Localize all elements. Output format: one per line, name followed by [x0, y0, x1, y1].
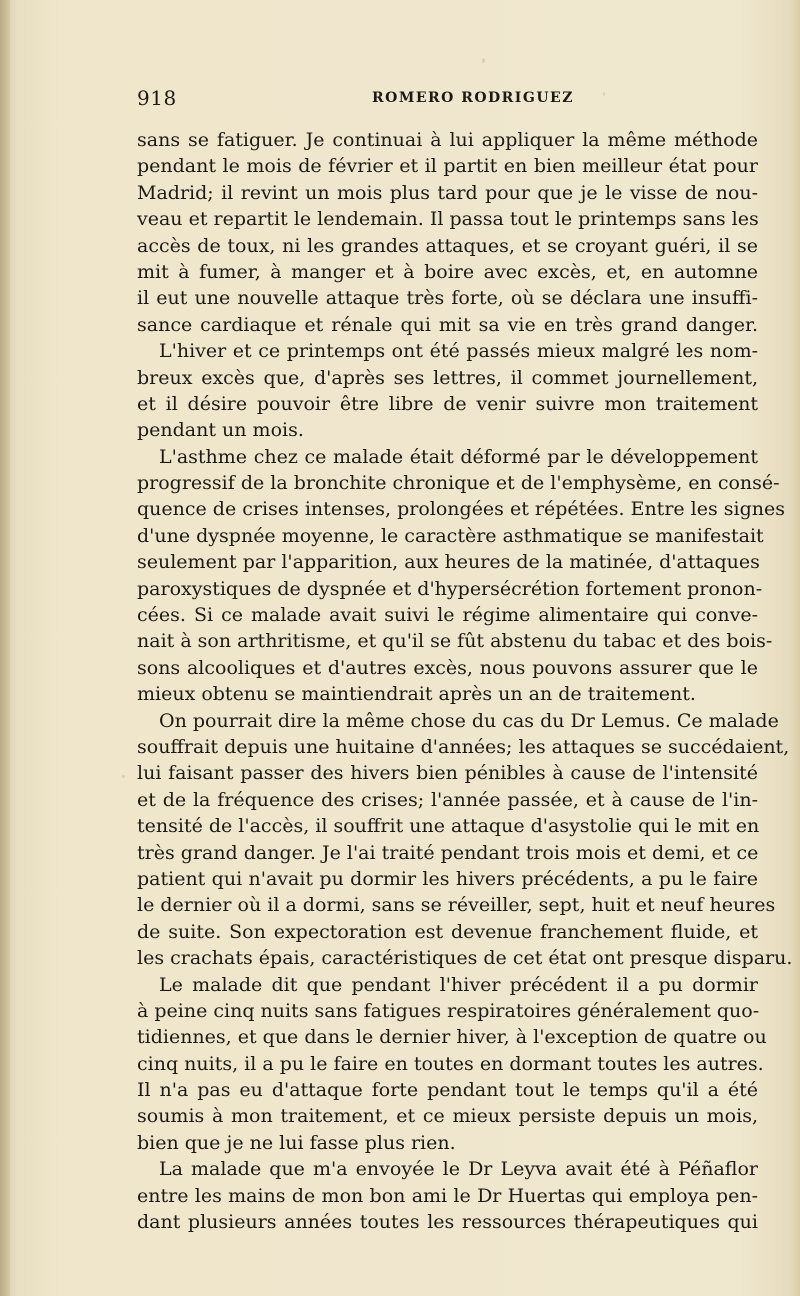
body-text [137, 127, 793, 1235]
text-line: pendant le mois de février et il partit en bien meilleur état pour [137, 155, 758, 178]
text-line: La malade que m'a envoyée le Dr Leyva avait été à Péñaflor [159, 1158, 758, 1181]
text-line: dant plusieurs années toutes les ressources thérapeutiques qui [137, 1211, 758, 1234]
text-line: sons alcooliques et d'autres excès, nous pouvons assurer que le [137, 656, 758, 679]
text-line: accès de toux, ni les grandes attaques, et se croyant guéri, il se [137, 234, 758, 257]
page-gutter [0, 0, 10, 1296]
text-line: seulement par l'apparition, aux heures de la matinée, d'attaques [137, 551, 760, 574]
text-line: L'asthme chez ce malade était déformé par le développement [159, 445, 758, 468]
running-head: ROMERO RODRIGUEZ [372, 90, 574, 106]
text-line: cinq nuits, il a pu le faire en toutes en dormant toutes les autres. [137, 1052, 764, 1075]
text-line: pendant un mois. [137, 419, 304, 442]
text-line: et de la fréquence des crises; l'année passée, et à cause de l'in- [137, 788, 758, 811]
text-line: paroxystiques de dyspnée et d'hypersécrétion fortement pronon- [137, 577, 763, 600]
text-line: sans se fatiguer. Je continuai à lui appliquer la même méthode [137, 129, 758, 151]
text-line: souffrait depuis une huitaine d'années; les attaques se succédaient, [137, 735, 790, 758]
text-line: les crachats épais, caractéristiques de cet état ont presque disparu. [137, 947, 793, 970]
text-line: le dernier où il a dormi, sans se réveiller, sept, huit et neuf heures [137, 894, 776, 917]
page-number: 918 [137, 86, 177, 110]
text-line: bien que je ne lui fasse plus rien. [137, 1131, 456, 1154]
text-line: cées. Si ce malade avait suivi le régime alimentaire qui conve- [137, 604, 758, 627]
text-line: sance cardiaque et rénale qui mit sa vie en très grand danger. [137, 313, 758, 336]
text-line: tidiennes, et que dans le dernier hiver, à l'exception de quatre ou [137, 1026, 767, 1049]
page-header [137, 86, 757, 116]
text-line: soumis à mon traitement, et ce mieux persiste depuis un mois, [137, 1105, 758, 1128]
text-line: quence de crises intenses, prolongées et répétées. Entre les signes [137, 498, 786, 521]
text-line: breux excès que, d'après ses lettres, il commet journellement, [137, 366, 758, 389]
text-line: Le malade dit que pendant l'hiver précédent il a pu dormir [159, 973, 758, 996]
text-line: mit à fumer, à manger et à boire avec excès, et, en automne [137, 260, 758, 283]
text-line: Il n'a pas eu d'attaque forte pendant tout le temps qu'il a été [137, 1079, 758, 1102]
text-line: de suite. Son expectoration est devenue franchement fluide, et [137, 920, 758, 943]
text-line: d'une dyspnée moyenne, le caractère asthmatique se manifestait [137, 524, 764, 547]
text-line: et il désire pouvoir être libre de venir suivre mon traitement [137, 392, 758, 415]
text-line: Madrid; il revint un mois plus tard pour que je le visse de nou- [137, 181, 758, 204]
paper-speck [122, 775, 125, 778]
text-line: très grand danger. Je l'ai traité pendant trois mois et demi, et ce [137, 841, 759, 864]
text-line: progressif de la bronchite chronique et de l'emphysème, en consé- [137, 472, 780, 495]
text-line: entre les mains de mon bon ami le Dr Huertas qui employa pen- [137, 1184, 758, 1207]
text-line: veau et repartit le lendemain. Il passa tout le printemps sans les [137, 208, 759, 231]
text-line: lui faisant passer des hivers bien pénibles à cause de l'intensité [137, 762, 758, 785]
text-line: mieux obtenu se maintiendrait après un an de traitement. [137, 683, 696, 706]
text-line: patient qui n'avait pu dormir les hivers précédents, a pu le faire [137, 867, 758, 890]
text-line: L'hiver et ce printemps ont été passés mieux malgré les nom- [159, 340, 758, 363]
text-line: il eut une nouvelle attaque très forte, où se déclara une insuffi- [137, 287, 758, 310]
text-line: tensité de l'accès, il souffrit une attaque d'asystolie qui le mit en [137, 815, 760, 838]
text-line: On pourrait dire la même chose du cas du Dr Lemus. Ce malade [159, 709, 779, 732]
text-line: nait à son arthritisme, et qu'il se fût abstenu du tabac et des bois- [137, 630, 773, 653]
paper-speck [482, 58, 485, 63]
paper-speck [603, 92, 605, 96]
text-line: à peine cinq nuits sans fatigues respiratoires généralement quo- [137, 999, 760, 1022]
